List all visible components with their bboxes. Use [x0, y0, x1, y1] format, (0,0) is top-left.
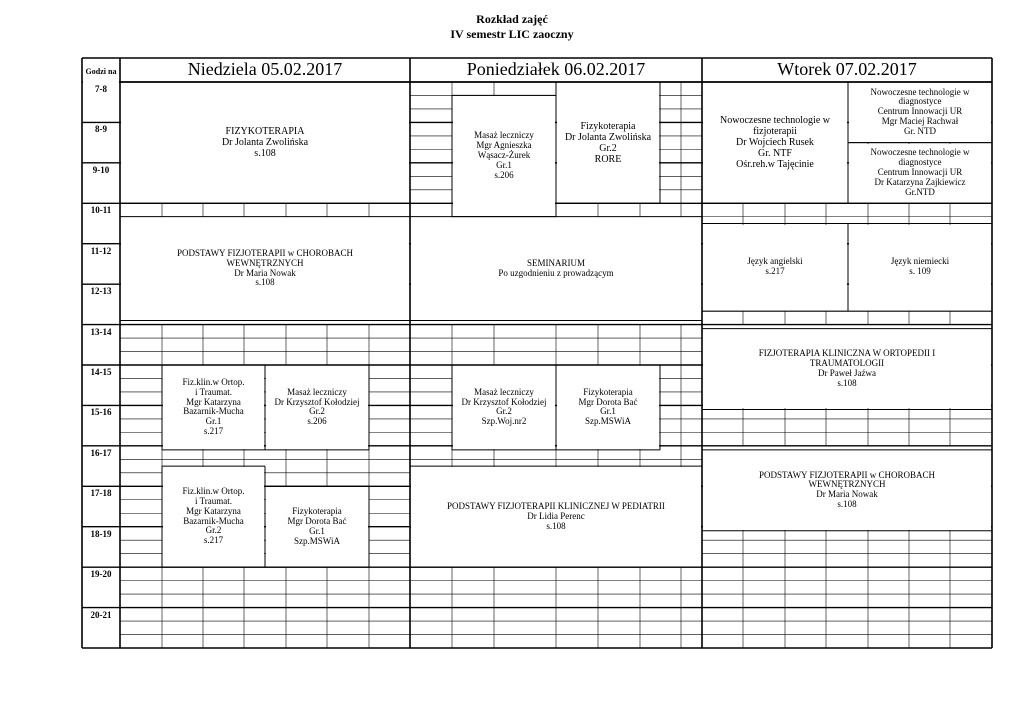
event-line: RORE: [594, 153, 622, 165]
event-line: fizjoterapii: [753, 126, 797, 138]
ev-masaz-nd-2: [266, 366, 368, 449]
ev-fizklin-nd-1: [163, 366, 264, 449]
event-line: s. 109: [909, 266, 931, 277]
event-line: Gr.2: [496, 406, 512, 417]
event-line: Ośr.reh.w Tajęcinie: [736, 159, 814, 171]
day-header-label: Wtorek 07.02.2017: [777, 59, 917, 80]
event-line: Dr Jolanta Zwolińska: [564, 131, 652, 143]
event-line: TRAUMATOLOGII: [809, 358, 885, 369]
time-label-text: 15-16: [90, 407, 112, 418]
event-line: s.108: [837, 377, 857, 388]
time-label: [83, 568, 119, 608]
time-label: [83, 245, 119, 285]
event-line: Dr Krzysztof Kołodziej: [274, 396, 360, 407]
ev-podstawy-wt: [703, 451, 991, 530]
event-line: i Traumat.: [194, 495, 232, 506]
time-label-text: 16-17: [90, 447, 112, 458]
event-line: s.206: [494, 169, 514, 180]
day-header-label: Niedziela 05.02.2017: [187, 59, 343, 80]
day-header-label: Poniedziałek 06.02.2017: [466, 59, 646, 80]
event-line: Szp.MSWiA: [294, 535, 340, 546]
ev-nowoczesne-wt-c: [849, 144, 991, 203]
time-label: [83, 164, 119, 204]
day-header-2: [411, 59, 701, 81]
time-label: [83, 609, 119, 649]
event-line: SEMINARIUM: [526, 257, 585, 268]
event-line: diagnostyce: [898, 96, 942, 107]
event-line: FIZYKOTERAPIA: [225, 126, 305, 138]
event-line: Dr Maria Nowak: [234, 267, 296, 278]
time-label-text: 8-9: [95, 124, 107, 135]
event-line: Gr.1: [205, 416, 222, 427]
event-line: Mgr Dorota Bać: [578, 396, 638, 407]
event-line: PODSTAWY FIZJOTERAPII w CHOROBACH: [759, 469, 935, 480]
page-title: Rozkład zajęć: [476, 12, 548, 26]
event-line: Centrum Innowacji UR: [877, 106, 963, 117]
ev-masaz-pn-2: [453, 366, 555, 449]
event-line: Fizykoterapia: [292, 505, 342, 516]
time-label-text: 18-19: [90, 528, 112, 539]
event-line: PODSTAWY FIZJOTERAPII KLINICZNEJ W PEDIATRII: [447, 500, 665, 511]
time-label: [83, 447, 119, 487]
ev-fizykoterapia-pn-2: [557, 366, 659, 449]
event-line: Dr Paweł Jaźwa: [818, 368, 876, 379]
event-line: s.108: [255, 277, 275, 288]
event-line: WEWNĘTRZNYCH: [808, 479, 886, 490]
event-line: Gr.2: [309, 406, 325, 417]
event-line: Gr.1: [496, 159, 512, 170]
ev-fizjo-klin-wt: [703, 330, 991, 409]
event-line: Nowoczesne technologie w: [870, 86, 970, 97]
event-line: Język niemiecki: [890, 256, 950, 267]
ev-fizjoterapia-nd: [121, 83, 409, 202]
time-label-text: 9-10: [92, 164, 110, 175]
ev-masaz-pn-1: [453, 96, 555, 215]
event-line: Masaż leczniczy: [474, 130, 534, 141]
ev-seminarium-pn: [411, 218, 701, 320]
time-label: [83, 285, 119, 325]
hours-header: [83, 59, 119, 83]
event-line: Bazarnik-Mucha: [183, 515, 244, 526]
ev-nowoczesne-wt-a: [703, 83, 847, 202]
time-label: [83, 528, 119, 568]
ev-niemiecki-wt: [849, 225, 991, 311]
event-line: Dr Krzysztof Kołodziej: [461, 396, 547, 407]
event-line: Nowoczesne technologie w: [720, 115, 830, 127]
event-line: Wąsacz-Żurek: [477, 150, 531, 161]
time-label: [83, 123, 119, 163]
event-line: Szp.MSWiA: [585, 416, 631, 427]
ev-podstawy-ped-pn: [411, 467, 701, 566]
event-line: Gr.2: [205, 525, 222, 536]
event-line: Nowoczesne technologie w: [870, 147, 970, 158]
event-line: Fiz.klin.w Ortop.: [182, 376, 245, 387]
event-line: Fiz.klin.w Ortop.: [182, 485, 245, 496]
event-line: Fizykoterapia: [580, 120, 636, 132]
event-line: Dr Katarzyna Zajkiewicz: [874, 176, 966, 187]
event-line: Gr. NTF: [758, 148, 792, 160]
time-label: [83, 83, 119, 123]
event-line: s.108: [837, 499, 857, 510]
event-line: Bazarnik-Mucha: [183, 406, 244, 417]
event-line: Dr Maria Nowak: [816, 489, 878, 500]
event-line: Masaż leczniczy: [474, 386, 534, 397]
event-line: Mgr Katarzyna: [186, 505, 241, 516]
event-line: FIZJOTERAPIA KLINICZNA W ORTOPEDII I: [758, 348, 936, 359]
event-line: Centrum Innowacji UR: [877, 167, 963, 178]
event-line: Gr. NTD: [904, 126, 936, 137]
time-label: [83, 326, 119, 366]
event-line: Gr.NTD: [905, 186, 935, 197]
event-line: Gr.1: [309, 525, 325, 536]
time-label: [83, 406, 119, 446]
time-label-text: 11-12: [90, 245, 112, 256]
event-line: WEWNĘTRZNYCH: [226, 257, 304, 268]
event-line: Szp.Woj.nr2: [481, 416, 527, 427]
time-label-text: 7-8: [95, 84, 107, 94]
event-line: s.108: [254, 148, 276, 160]
event-line: Mgr Agnieszka: [476, 140, 532, 151]
ev-fizykoterapia-pn-1: [557, 83, 659, 202]
ev-fizykoterapia-nd-3: [266, 487, 368, 566]
event-line: Mgr Dorota Bać: [287, 515, 347, 526]
time-label-text: 13-14: [90, 326, 112, 337]
time-label: [83, 366, 119, 406]
event-line: s.217: [203, 426, 224, 437]
hours-header-label: Godzi na: [85, 66, 117, 76]
time-label-text: 20-21: [90, 609, 112, 620]
time-label-text: 12-13: [90, 286, 112, 297]
event-line: Mgr Maciej Rachwał: [881, 116, 959, 127]
event-line: diagnostyce: [898, 157, 942, 168]
event-line: PODSTAWY FIZJOTERAPII w CHOROBACH: [177, 247, 353, 258]
time-label-text: 10-11: [90, 205, 112, 216]
page-subtitle: IV semestr LIC zaoczny: [450, 27, 574, 41]
event-line: Język angielski: [747, 256, 803, 267]
event-line: Mgr Katarzyna: [186, 396, 241, 407]
event-line: Masaż leczniczy: [287, 386, 347, 397]
day-header-1: [121, 59, 409, 81]
event-line: Po uzgodnieniu z prowadzącym: [498, 267, 614, 278]
time-label-text: 14-15: [90, 367, 112, 377]
day-header-3: [703, 59, 991, 81]
event-line: s.108: [546, 520, 566, 531]
ev-angielski-wt: [703, 225, 847, 311]
event-line: s.217: [765, 266, 785, 277]
event-line: s.206: [307, 416, 327, 427]
event-line: s.217: [203, 535, 224, 546]
event-line: Dr Wojciech Rusek: [736, 137, 814, 149]
event-line: Dr Jolanta Zwolińska: [221, 137, 309, 149]
time-label: [83, 487, 119, 527]
ev-podstawy-nd: [121, 218, 409, 320]
time-label: [83, 204, 119, 244]
event-line: Gr.2: [599, 142, 617, 154]
event-line: Dr Lidia Perenc: [527, 510, 585, 521]
ev-nowoczesne-wt-b: [849, 83, 991, 142]
time-label-text: 17-18: [90, 488, 112, 499]
event-line: Fizykoterapia: [583, 386, 633, 397]
time-label-text: 19-20: [90, 569, 112, 580]
event-line: i Traumat.: [194, 386, 232, 397]
event-line: Gr.1: [600, 406, 616, 417]
ev-fizklin-nd-2: [163, 467, 264, 566]
